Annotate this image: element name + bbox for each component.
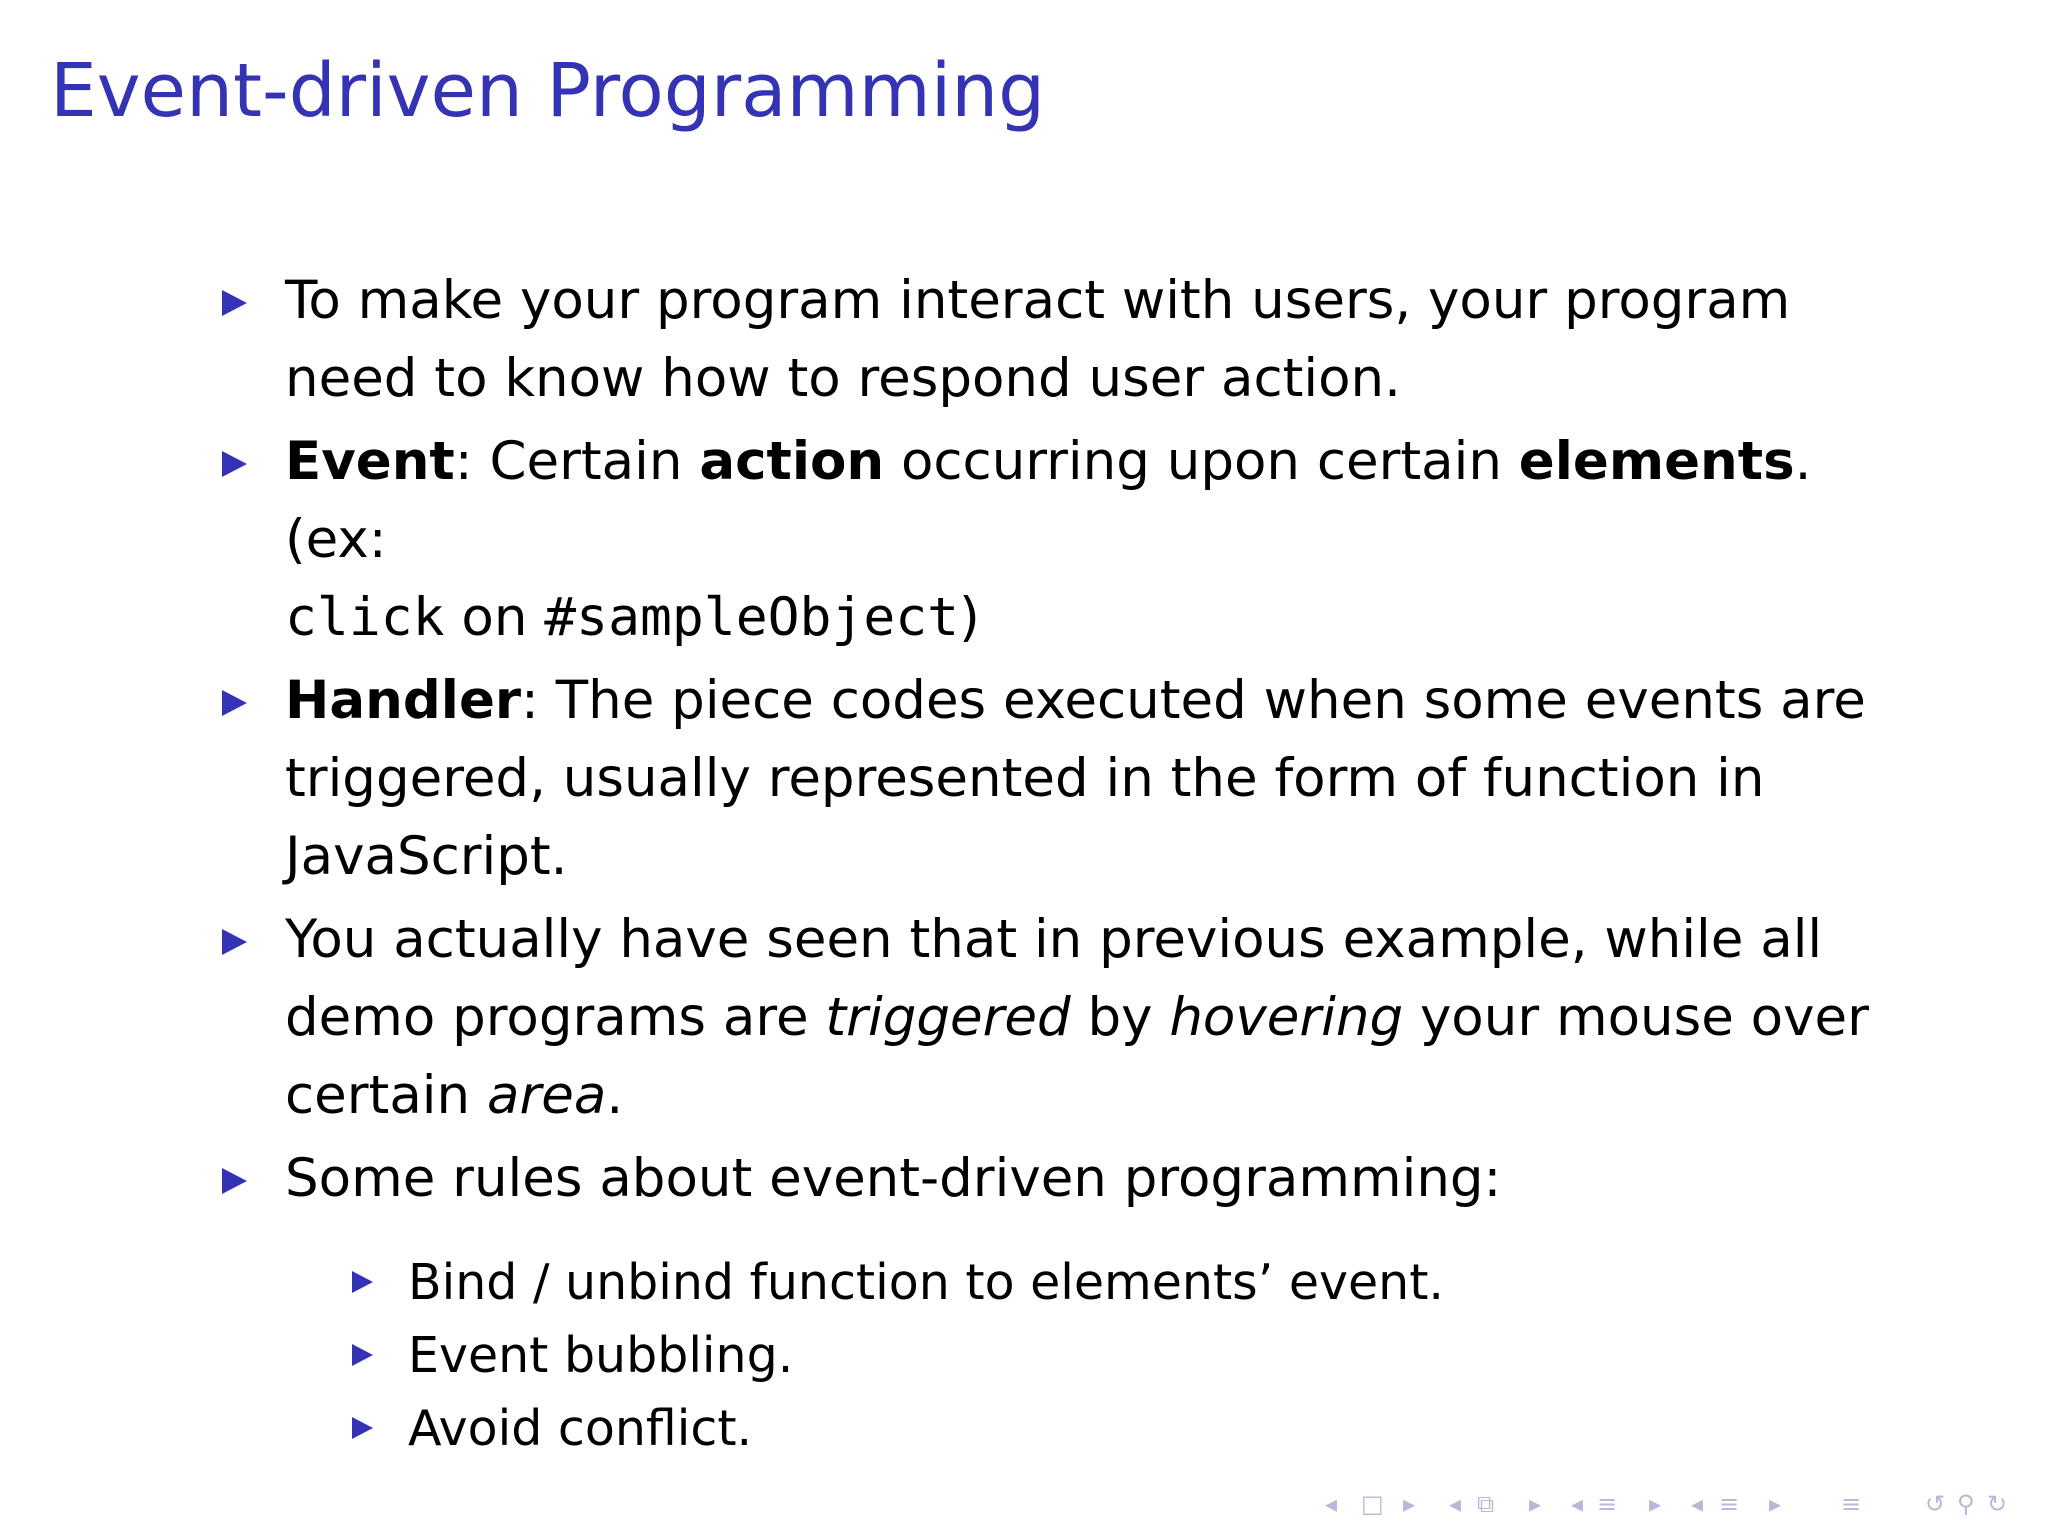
item-text: on: [444, 587, 545, 648]
triangle-bullet-icon: [222, 290, 247, 316]
item-text: To make your program interact with users, your program need to know how to respond user action.: [285, 270, 1791, 409]
section-icon[interactable]: ≡: [1719, 1490, 1740, 1518]
bullet-list: [0, 262, 2048, 1465]
emphasis-triggered: triggered: [825, 987, 1071, 1048]
item-text: You actually have seen that in previous example, while all demo programs are: [285, 909, 1823, 1048]
item-text: .: [606, 1065, 624, 1126]
list-item: [0, 423, 1905, 657]
navigation-bar: [1325, 1490, 2025, 1520]
term-colon: :: [454, 431, 473, 492]
triangle-bullet-icon: [222, 929, 247, 955]
term-event: Event: [285, 431, 455, 492]
list-item: [0, 901, 1905, 1135]
term-colon: :: [521, 670, 539, 731]
item-text: The piece codes executed when some events are triggered, usually represented in the form of function in JavaScript.: [285, 670, 1866, 887]
item-text: Certain: [472, 431, 700, 492]
section-icon[interactable]: ≡: [1841, 1490, 1862, 1518]
left-arrow-icon[interactable]: ◂: [1325, 1490, 1338, 1518]
right-arrow-icon[interactable]: ▸: [1529, 1490, 1542, 1518]
redo-icon[interactable]: ↻: [1987, 1490, 2008, 1518]
right-arrow-icon[interactable]: ▸: [1403, 1490, 1416, 1518]
code-click: click: [285, 587, 445, 648]
term-handler: Handler: [285, 670, 522, 731]
section-icon[interactable]: ≡: [1597, 1490, 1618, 1518]
code-sample-object: #sampleObject: [544, 587, 960, 648]
right-arrow-icon[interactable]: ▸: [1769, 1490, 1782, 1518]
item-text: occurring upon certain: [884, 431, 1519, 492]
emphasis-hovering: hovering: [1169, 987, 1404, 1048]
item-text: your mouse over certain: [285, 987, 1869, 1126]
keyword-action: action: [699, 431, 885, 492]
item-text: by: [1070, 987, 1170, 1048]
sub-item-text: Event bubbling.: [408, 1327, 794, 1384]
item-text: Some rules about event-driven programming:: [285, 1148, 1502, 1209]
list-item: [0, 1140, 1905, 1218]
subsection-icon[interactable]: ⧉: [1477, 1490, 1495, 1518]
emphasis-area: area: [486, 1065, 607, 1126]
sub-item-text: Bind / unbind function to elements’ event.: [408, 1254, 1444, 1311]
triangle-bullet-icon: [222, 690, 247, 716]
sub-item-text: Avoid conflict.: [408, 1400, 753, 1457]
triangle-bullet-icon: [352, 1344, 373, 1366]
triangle-bullet-icon: [352, 1417, 373, 1439]
triangle-bullet-icon: [352, 1271, 373, 1293]
sub-list-item: [0, 1392, 1808, 1465]
item-text: . (ex:: [285, 431, 1812, 570]
item-text: ): [959, 587, 980, 648]
search-icon[interactable]: ⚲: [1957, 1490, 1975, 1518]
list-item: [0, 262, 1905, 418]
triangle-bullet-icon: [222, 451, 247, 477]
sub-bullet-list: [0, 1246, 2048, 1465]
left-arrow-icon[interactable]: ◂: [1571, 1490, 1584, 1518]
right-arrow-icon[interactable]: ▸: [1649, 1490, 1662, 1518]
frame-icon[interactable]: □: [1361, 1490, 1384, 1518]
keyword-elements: elements: [1518, 431, 1795, 492]
list-item: [0, 662, 1905, 896]
left-arrow-icon[interactable]: ◂: [1691, 1490, 1704, 1518]
sub-list-item: [0, 1319, 1808, 1392]
slide-title: Event-driven Programming: [50, 48, 1046, 134]
triangle-bullet-icon: [222, 1168, 247, 1194]
undo-icon[interactable]: ↺: [1925, 1490, 1946, 1518]
sub-list-item: [0, 1246, 1808, 1319]
left-arrow-icon[interactable]: ◂: [1449, 1490, 1462, 1518]
